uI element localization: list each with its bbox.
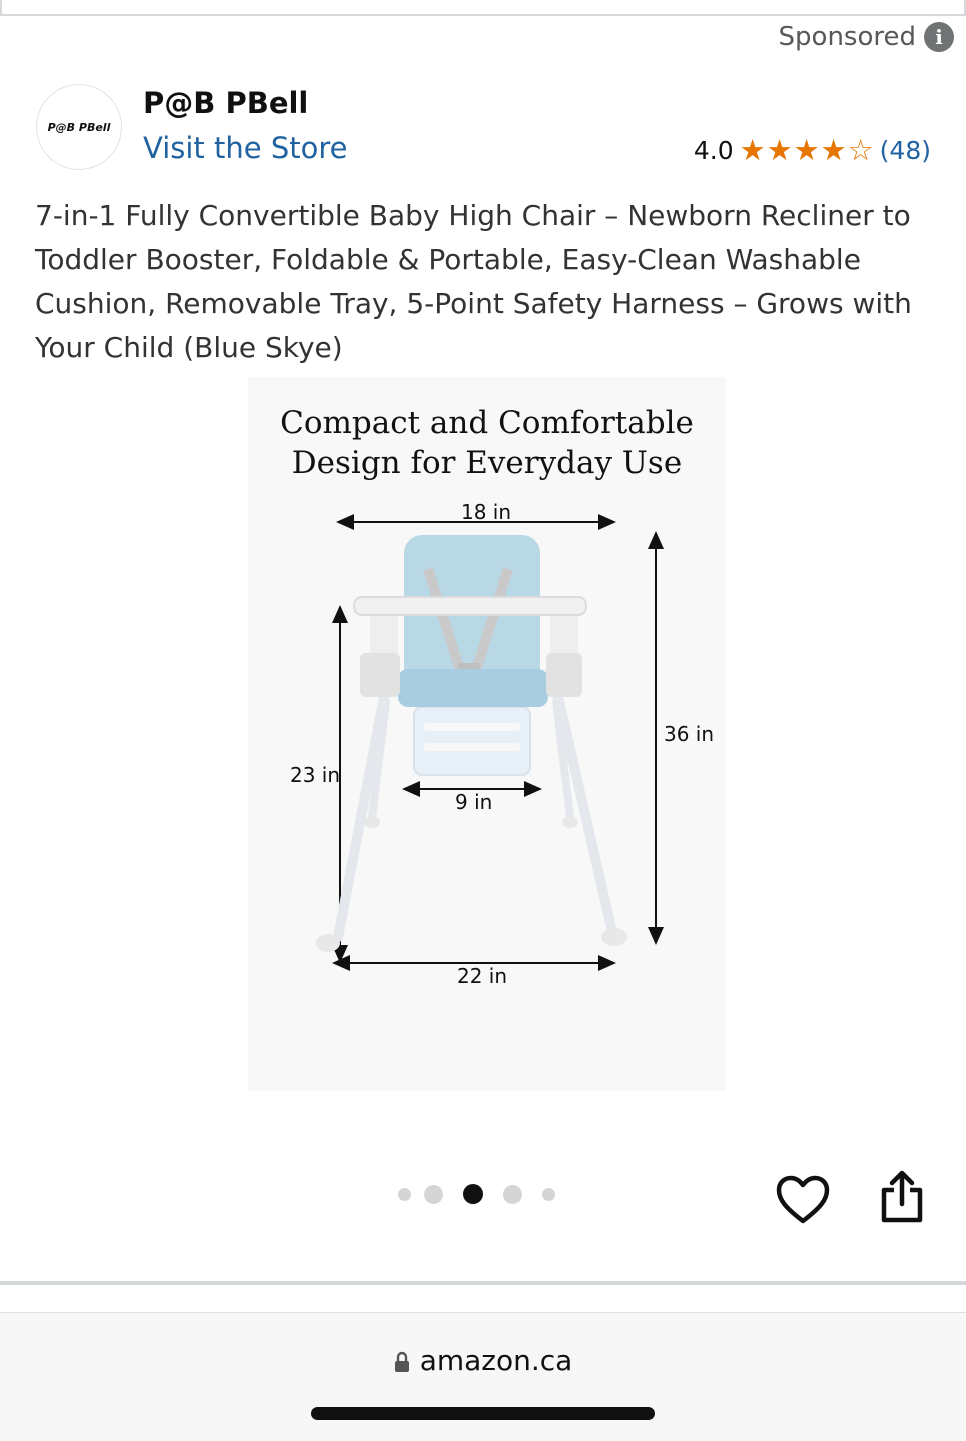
- star-empty-icon: ☆: [847, 133, 874, 167]
- home-indicator[interactable]: [311, 1407, 655, 1420]
- carousel-dot[interactable]: [398, 1188, 411, 1201]
- star-rating: [739, 133, 874, 167]
- heart-icon[interactable]: [776, 1175, 830, 1225]
- dimension-bottom: 22 in: [457, 964, 508, 988]
- top-frame: [0, 0, 966, 16]
- share-icon[interactable]: [878, 1170, 926, 1224]
- address-bar[interactable]: [0, 1344, 966, 1377]
- sponsored-text: Sponsored: [778, 22, 916, 52]
- lock-icon: [394, 1351, 410, 1373]
- image-heading-line2: Design for Everyday Use: [291, 445, 683, 481]
- visit-store-link[interactable]: Visit the Store: [143, 131, 348, 165]
- star-filled-icon: ★: [793, 133, 820, 167]
- dimension-right: 36 in: [664, 722, 715, 746]
- carousel-dots[interactable]: [395, 1184, 555, 1204]
- product-title[interactable]: 7-in-1 Fully Convertible Baby High Chair – Newborn Recliner to Toddler Booster, Foldable & Portable, Easy-Clean Washable Cushion, Removable Tray, 5-Point Safety Harness – Grows with Your Child (Blue Skye): [35, 199, 912, 364]
- carousel-dot[interactable]: [503, 1185, 522, 1204]
- dimension-footrest: 9 in: [455, 790, 493, 814]
- info-icon[interactable]: i: [924, 22, 954, 52]
- section-divider: [0, 1281, 966, 1285]
- brand-logo-text: P@B PBell: [47, 120, 111, 134]
- dimension-top: 18 in: [461, 500, 512, 524]
- brand-logo[interactable]: [36, 84, 122, 170]
- carousel-dot[interactable]: [424, 1185, 443, 1204]
- rating-value: 4.0: [693, 136, 734, 165]
- star-filled-icon: ★: [766, 133, 793, 167]
- carousel-dot-active[interactable]: [463, 1184, 483, 1204]
- star-filled-icon: ★: [820, 133, 847, 167]
- brand-name[interactable]: P@B PBell: [143, 86, 309, 120]
- star-filled-icon: ★: [739, 133, 766, 167]
- dimension-left: 23 in: [290, 763, 341, 787]
- carousel-dot[interactable]: [542, 1188, 555, 1201]
- product-image[interactable]: [248, 377, 726, 1091]
- rating-summary[interactable]: [693, 133, 931, 167]
- url-text: amazon.ca: [419, 1344, 573, 1377]
- rating-count[interactable]: (48): [879, 136, 931, 165]
- image-heading-line1: Compact and Comfortable: [280, 405, 694, 441]
- sponsored-label[interactable]: [779, 22, 954, 52]
